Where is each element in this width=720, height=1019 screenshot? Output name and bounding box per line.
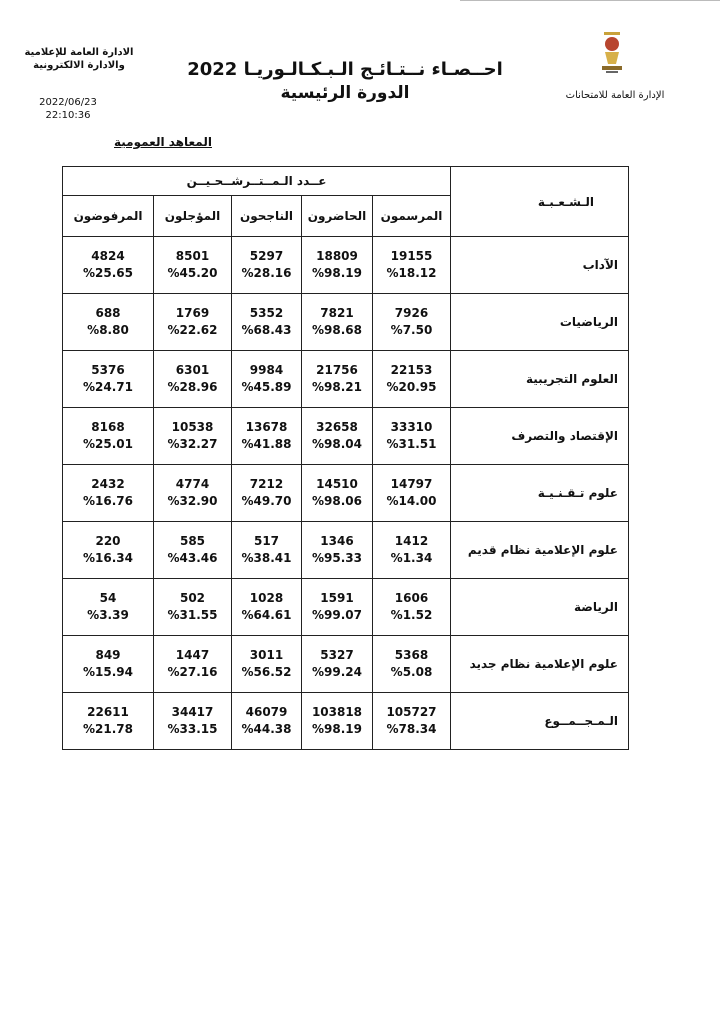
cell-present: 32658 %98.04: [302, 408, 373, 465]
branch-name: الرياضيات: [451, 294, 629, 351]
cell-passed: 7212 %49.70: [232, 465, 302, 522]
cell-deferred: 10538 %32.27: [154, 408, 232, 465]
cell-passed: 5352 %68.43: [232, 294, 302, 351]
table-row: [63, 294, 629, 351]
cell-present: 21756 %98.21: [302, 351, 373, 408]
col-header-registered: المرسمون: [373, 196, 451, 237]
cell-deferred: 8501 %45.20: [154, 237, 232, 294]
cell-registered: 105727 %78.34: [373, 693, 451, 750]
cell-rejected: 220 %16.34: [63, 522, 154, 579]
table-row-total: [63, 693, 629, 750]
cell-rejected: 54 %3.39: [63, 579, 154, 636]
timestamp: [38, 96, 98, 122]
cell-rejected: 2432 %16.76: [63, 465, 154, 522]
results-table: [62, 166, 629, 750]
col-header-passed: الناجحون: [232, 196, 302, 237]
cell-deferred: 4774 %32.90: [154, 465, 232, 522]
title-line2: الدورة الرئيسية: [280, 83, 410, 103]
cell-registered: 14797 %14.00: [373, 465, 451, 522]
cell-rejected: 5376 %24.71: [63, 351, 154, 408]
cell-deferred: 1769 %22.62: [154, 294, 232, 351]
branch-name: الرياضة: [451, 579, 629, 636]
cell-registered: 5368 %5.08: [373, 636, 451, 693]
cell-deferred: 6301 %28.96: [154, 351, 232, 408]
cell-rejected: 4824 %25.65: [63, 237, 154, 294]
col-header-rejected: المرفوضون: [63, 196, 154, 237]
table-row: [63, 522, 629, 579]
cell-rejected: 8168 %25.01: [63, 408, 154, 465]
table-row: [63, 351, 629, 408]
cell-present: 14510 %98.06: [302, 465, 373, 522]
cell-rejected: 849 %15.94: [63, 636, 154, 693]
branch-name: العلوم التجريبية: [451, 351, 629, 408]
col-header-present: الحاضرون: [302, 196, 373, 237]
cell-deferred: 1447 %27.16: [154, 636, 232, 693]
branch-name: الـمـجــمــوع: [451, 693, 629, 750]
cell-registered: 1412 %1.34: [373, 522, 451, 579]
branch-name: علوم تـقـنـيـة: [451, 465, 629, 522]
cell-passed: 517 %38.41: [232, 522, 302, 579]
print-time: 22:10:36: [45, 110, 91, 121]
cell-passed: 1028 %64.61: [232, 579, 302, 636]
print-date: 2022/06/23: [39, 97, 97, 108]
cell-deferred: 34417 %33.15: [154, 693, 232, 750]
cell-rejected: 22611 %21.78: [63, 693, 154, 750]
cell-deferred: 585 %43.46: [154, 522, 232, 579]
page-title: [180, 58, 510, 104]
cell-registered: 7926 %7.50: [373, 294, 451, 351]
cell-passed: 13678 %41.88: [232, 408, 302, 465]
cell-present: 1591 %99.07: [302, 579, 373, 636]
cell-present: 7821 %98.68: [302, 294, 373, 351]
title-line1: احــصـاء نــتـائـج الـبـكـالـوريـا 2022: [187, 59, 503, 80]
issuer-left: [14, 46, 144, 72]
candidates-group-header: عــدد الـمــتــرشــحـيــن: [63, 167, 451, 196]
col-header-deferred: المؤجلون: [154, 196, 232, 237]
table-row: [63, 579, 629, 636]
table-row: [63, 465, 629, 522]
branch-name: علوم الإعلامية نظام قديم: [451, 522, 629, 579]
cell-passed: 3011 %56.52: [232, 636, 302, 693]
cell-registered: 22153 %20.95: [373, 351, 451, 408]
cell-deferred: 502 %31.55: [154, 579, 232, 636]
cell-rejected: 688 %8.80: [63, 294, 154, 351]
issuer-left-line1: الادارة العامة للإعلامية: [24, 47, 134, 58]
table-row: [63, 408, 629, 465]
branch-column-header: الـشـعـبـة: [451, 167, 629, 237]
issuer-left-line2: والادارة الالكترونية: [33, 60, 125, 71]
cell-present: 18809 %98.19: [302, 237, 373, 294]
branch-name: الإقتصاد والتصرف: [451, 408, 629, 465]
table-row: [63, 237, 629, 294]
branch-name: علوم الإعلامية نظام جديد: [451, 636, 629, 693]
section-label: المعاهد العمومية: [114, 135, 212, 149]
cell-passed: 5297 %28.16: [232, 237, 302, 294]
branch-name: الآداب: [451, 237, 629, 294]
cell-passed: 9984 %45.89: [232, 351, 302, 408]
top-edge-rule: [460, 0, 720, 5]
cell-passed: 46079 %44.38: [232, 693, 302, 750]
cell-present: 103818 %98.19: [302, 693, 373, 750]
ministry-emblem-icon: [594, 30, 630, 76]
table-row: [63, 636, 629, 693]
cell-registered: 19155 %18.12: [373, 237, 451, 294]
cell-present: 1346 %95.33: [302, 522, 373, 579]
cell-present: 5327 %99.24: [302, 636, 373, 693]
cell-registered: 1606 %1.52: [373, 579, 451, 636]
issuer-right: الإدارة العامة للامتحانات: [565, 90, 665, 101]
cell-registered: 33310 %31.51: [373, 408, 451, 465]
